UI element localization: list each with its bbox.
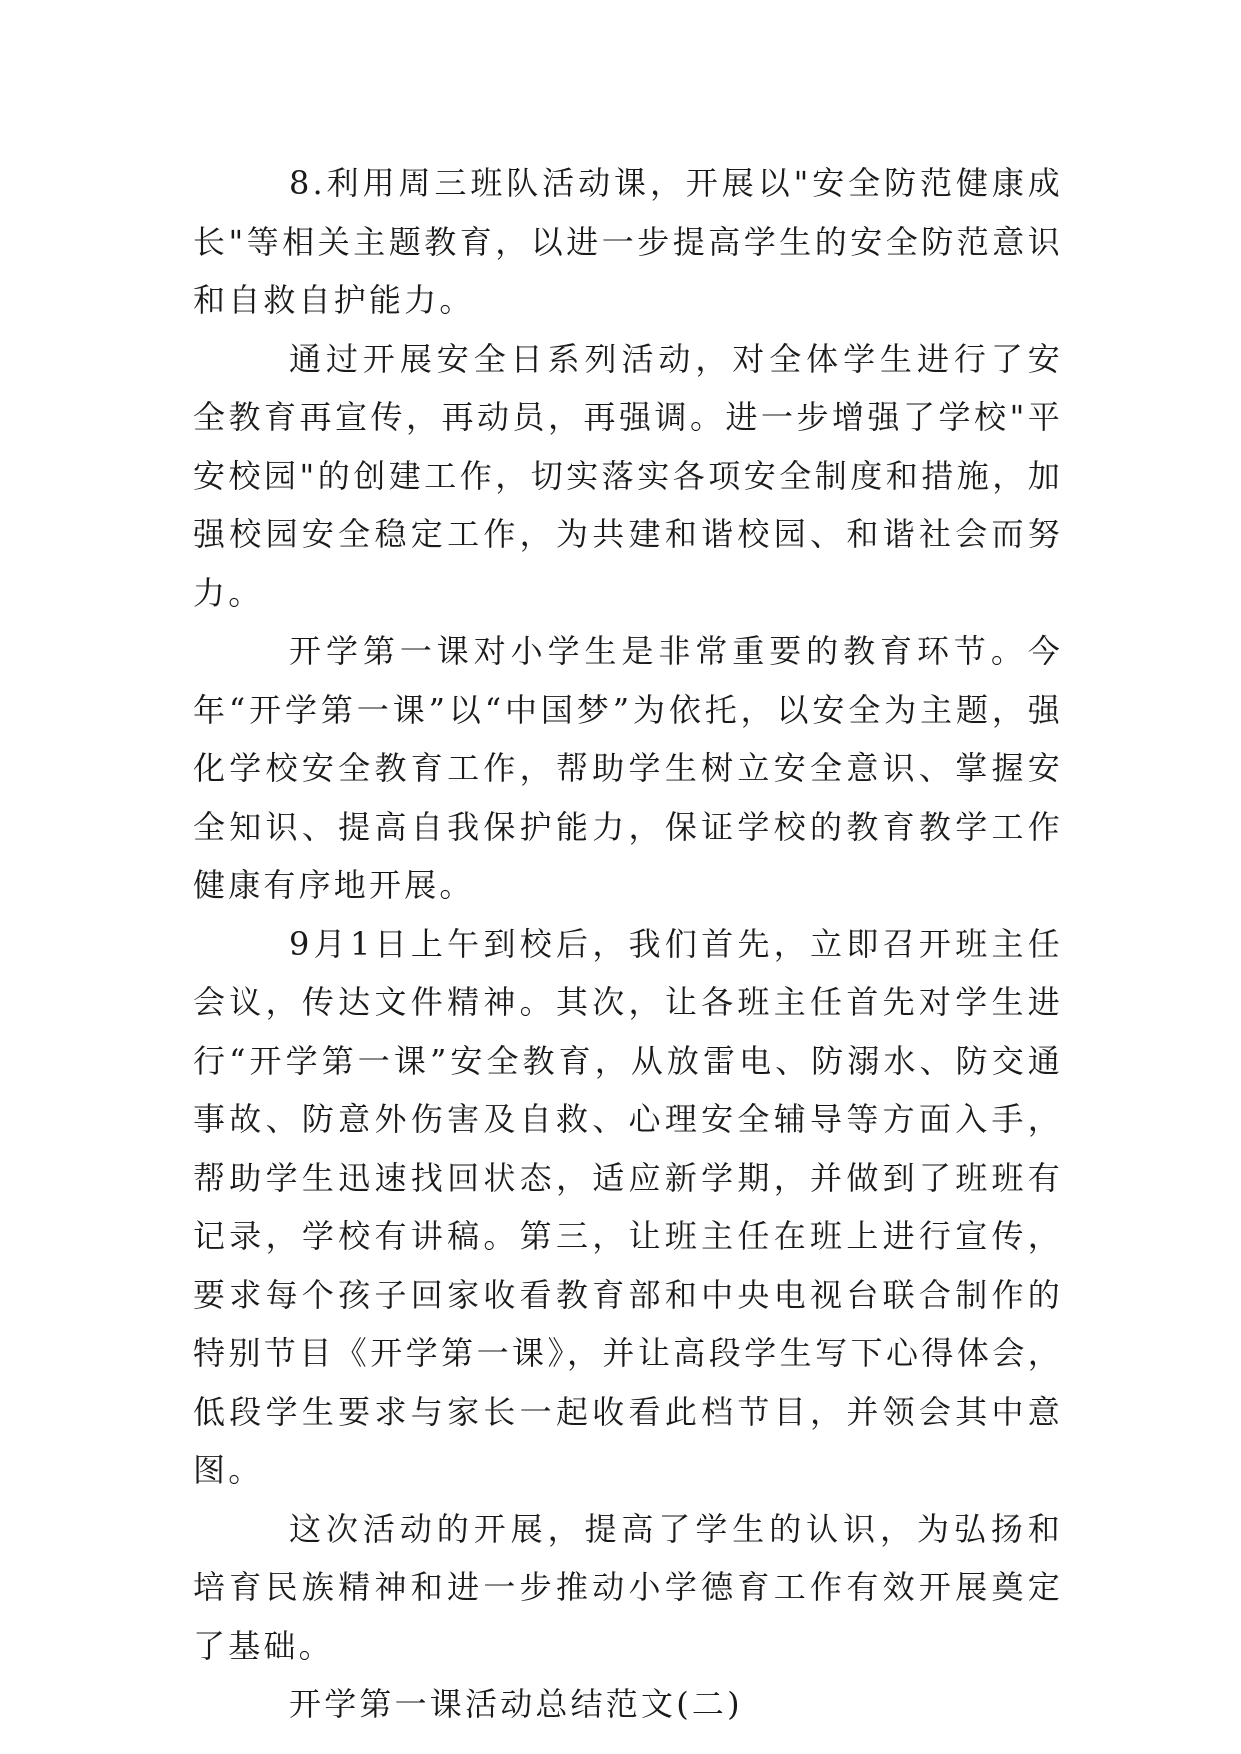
- paragraph-conclusion: 这次活动的开展，提高了学生的认识，为弘扬和培育民族精神和进一步推动小学德育工作有效开展奠定了基础。: [193, 1509, 1063, 1665]
- section-heading: 开学第一课活动总结范文(二): [289, 1685, 743, 1723]
- paragraph-safety-day-activities: 通过开展安全日系列活动，对全体学生进行了安全教育再宣传，再动员，再强调。进一步增强了学校"平安校园"的创建工作，切实落实各项安全制度和措施，加强校园安全稳定工作，为共建和谐校园、和谐社会而努力。: [193, 339, 1063, 612]
- document-body: [193, 154, 1063, 1734]
- paragraph-first-lesson-intro: 开学第一课对小学生是非常重要的教育环节。今年“开学第一课”以“中国梦”为依托，以安全为主题，强化学校安全教育工作，帮助学生树立安全意识、掌握安全知识、提高自我保护能力，保证学校的教育教学工作健康有序地开展。: [193, 632, 1063, 904]
- paragraph-september-first: 9月1日上午到校后，我们首先，立即召开班主任会议，传达文件精神。其次，让各班主任首先对学生进行“开学第一课”安全教育，从放雷电、防溺水、防交通事故、防意外伤害及自救、心理安全辅导等方面入手，帮助学生迅速找回状态，适应新学期，并做到了班班有记录，学校有讲稿。第三，让班主任在班上进行宣传，要求每个孩子回家收看教育部和中央电视台联合制作的特别节目《开学第一课》，并让高段学生写下心得体会，低段学生要求与家长一起收看此档节目，并领会其中意图。: [193, 924, 1063, 1489]
- paragraph-safety-theme-class: 8.利用周三班队活动课，开展以"安全防范健康成长"等相关主题教育，以进一步提高学生的安全防范意识和自救自护能力。: [193, 164, 1063, 319]
